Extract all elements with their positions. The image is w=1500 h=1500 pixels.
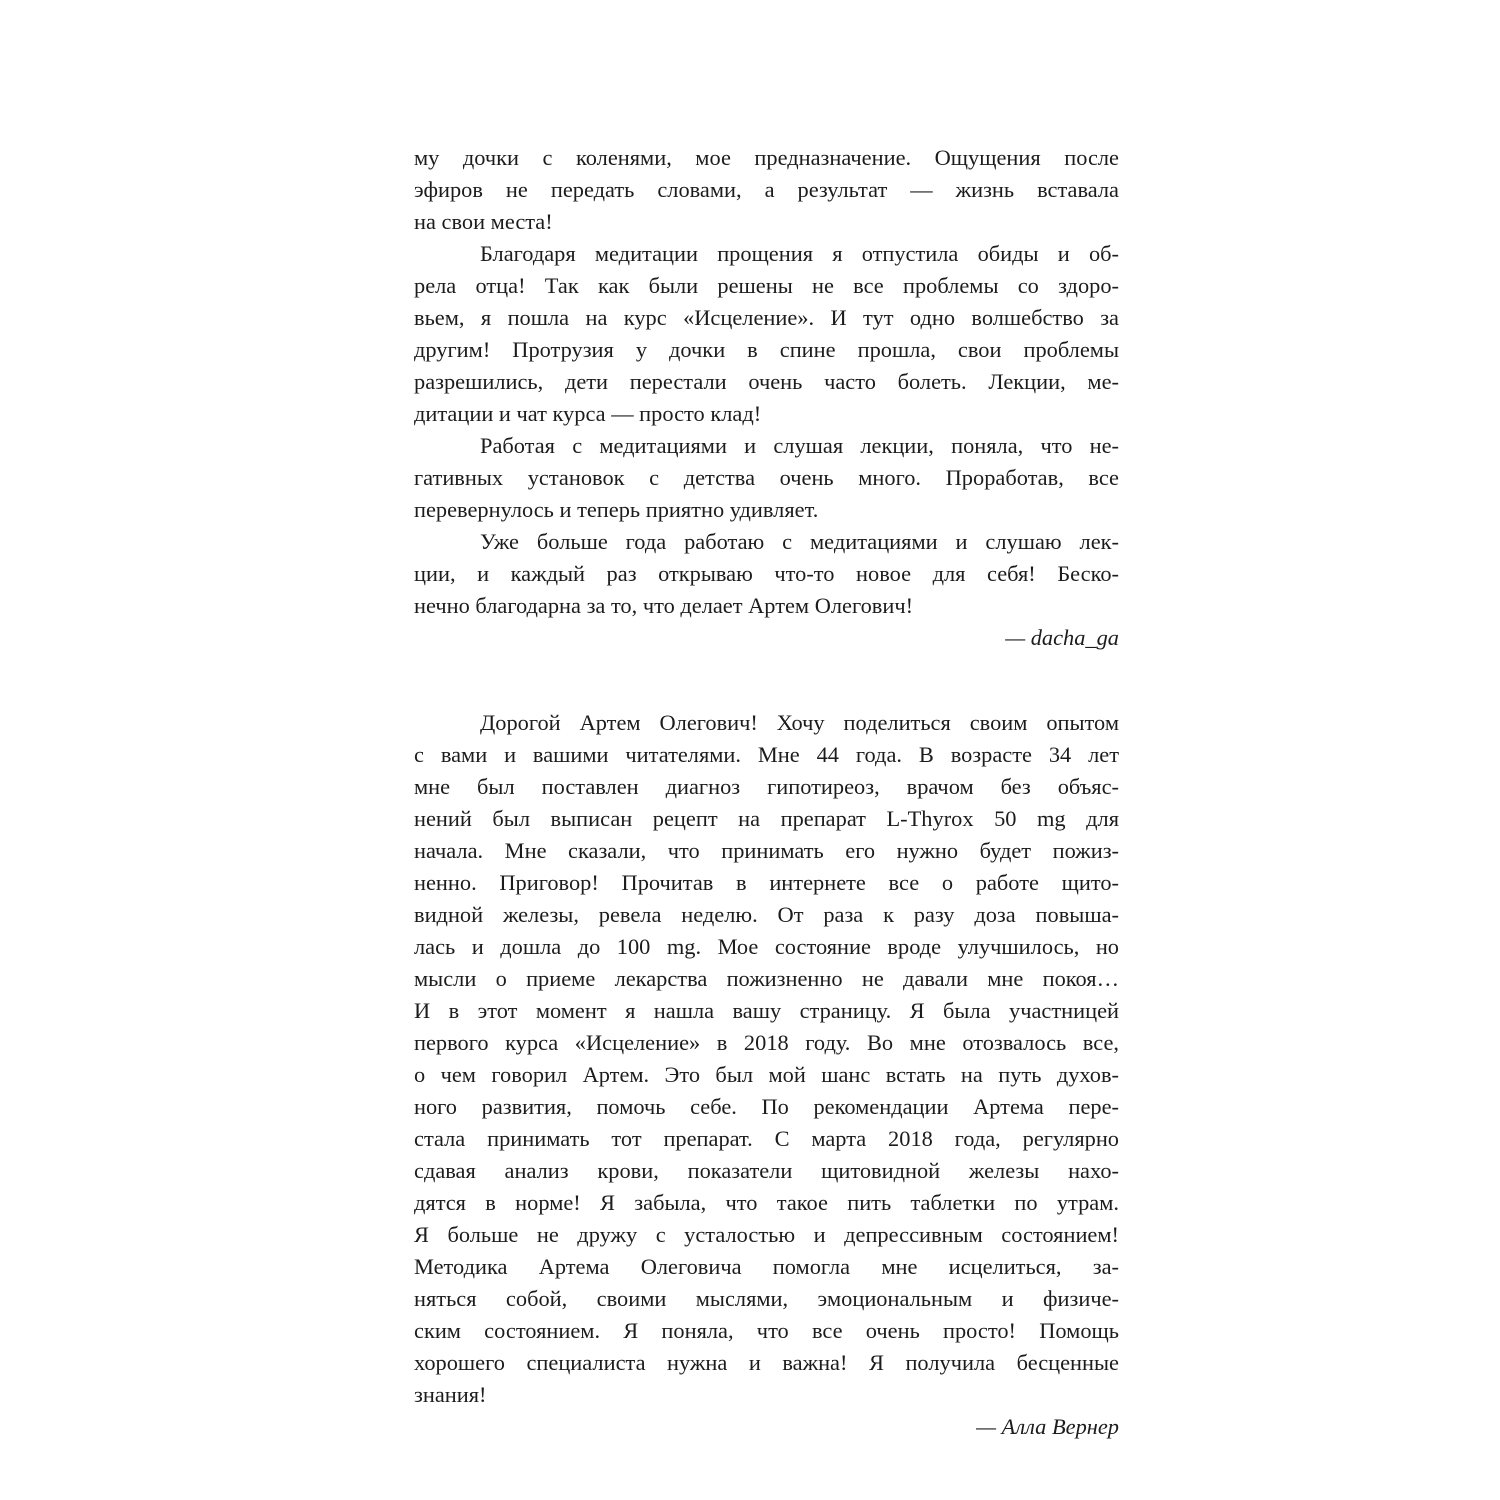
text-line: перевернулось и теперь приятно удивляет. — [414, 497, 819, 522]
text-line: стала принимать тот препарат. С марта 2018 года, регулярно — [414, 1126, 1119, 1151]
text-line: му дочки с коленями, мое предназначение. Ощущения после — [414, 145, 1119, 170]
review-signature: — Алла Вернер — [976, 1414, 1119, 1439]
text-line: эфиров не передать словами, а результат — жизнь вставала — [414, 177, 1119, 202]
text-line: Методика Артема Олеговича помогла мне исцелиться, за- — [414, 1254, 1119, 1279]
text-line: ским состоянием. Я поняла, что все очень просто! Помощь — [414, 1318, 1119, 1343]
text-line: нений был выписан рецепт на препарат L-Thyrox 50 mg для — [414, 806, 1119, 831]
text-line: Работая с медитациями и слушая лекции, поняла, что не- — [480, 433, 1119, 458]
text-line: с вами и вашими читателями. Мне 44 года. В возрасте 34 лет — [414, 742, 1119, 767]
text-line: Дорогой Артем Олегович! Хочу поделиться своим опытом — [480, 710, 1119, 735]
text-line: Я больше не дружу с усталостью и депрессивным состоянием! — [414, 1222, 1119, 1247]
text-line: И в этот момент я нашла вашу страницу. Я была участницей — [414, 998, 1119, 1023]
text-line: первого курса «Исцеление» в 2018 году. Во мне отозвалось все, — [414, 1030, 1119, 1055]
text-line: нечно благодарна за то, что делает Артем Олегович! — [414, 593, 914, 618]
text-line: разрешились, дети перестали очень часто болеть. Лекции, ме- — [414, 369, 1119, 394]
text-line: ного развития, помочь себе. По рекомендации Артема пере- — [414, 1094, 1119, 1119]
text-line: хорошего специалиста нужна и важна! Я получила бесценные — [414, 1350, 1119, 1375]
text-line: начала. Мне сказали, что принимать его нужно будет пожиз- — [414, 838, 1119, 863]
text-line: мне был поставлен диагноз гипотиреоз, врачом без объяс- — [414, 774, 1119, 799]
text-line: лась и дошла до 100 mg. Мое состояние вроде улучшилось, но — [414, 934, 1119, 959]
review-signature: — dacha_ga — [1005, 625, 1119, 650]
text-line: гативных установок с детства очень много. Проработав, все — [414, 465, 1119, 490]
text-line: ции, и каждый раз открываю что-то новое для себя! Беско- — [414, 561, 1119, 586]
text-line: другим! Протрузия у дочки в спине прошла, свои проблемы — [414, 337, 1119, 362]
text-line: мысли о приеме лекарства пожизненно не давали мне покоя… — [414, 966, 1119, 991]
text-line: сдавая анализ крови, показатели щитовидной железы нахо- — [414, 1158, 1119, 1183]
text-line: дитации и чат курса — просто клад! — [414, 401, 762, 426]
text-line: дятся в норме! Я забыла, что такое пить таблетки по утрам. — [414, 1190, 1119, 1215]
text-line: знания! — [414, 1382, 487, 1407]
text-line: о чем говорил Артем. Это был мой шанс встать на путь духов- — [414, 1062, 1119, 1087]
text-line: Благодаря медитации прощения я отпустила обиды и об- — [480, 241, 1119, 266]
text-line: Уже больше года работаю с медитациями и слушаю лек- — [480, 529, 1119, 554]
text-line: видной железы, ревела неделю. От раза к разу доза повыша- — [414, 902, 1119, 927]
text-line: няться собой, своими мыслями, эмоциональным и физиче- — [414, 1286, 1119, 1311]
text-line: ненно. Приговор! Прочитав в интернете все о работе щито- — [414, 870, 1119, 895]
text-line: вьем, я пошла на курс «Исцеление». И тут одно волшебство за — [414, 305, 1119, 330]
text-line: на свои места! — [414, 209, 553, 234]
text-line: рела отца! Так как были решены не все проблемы со здоро- — [414, 273, 1119, 298]
